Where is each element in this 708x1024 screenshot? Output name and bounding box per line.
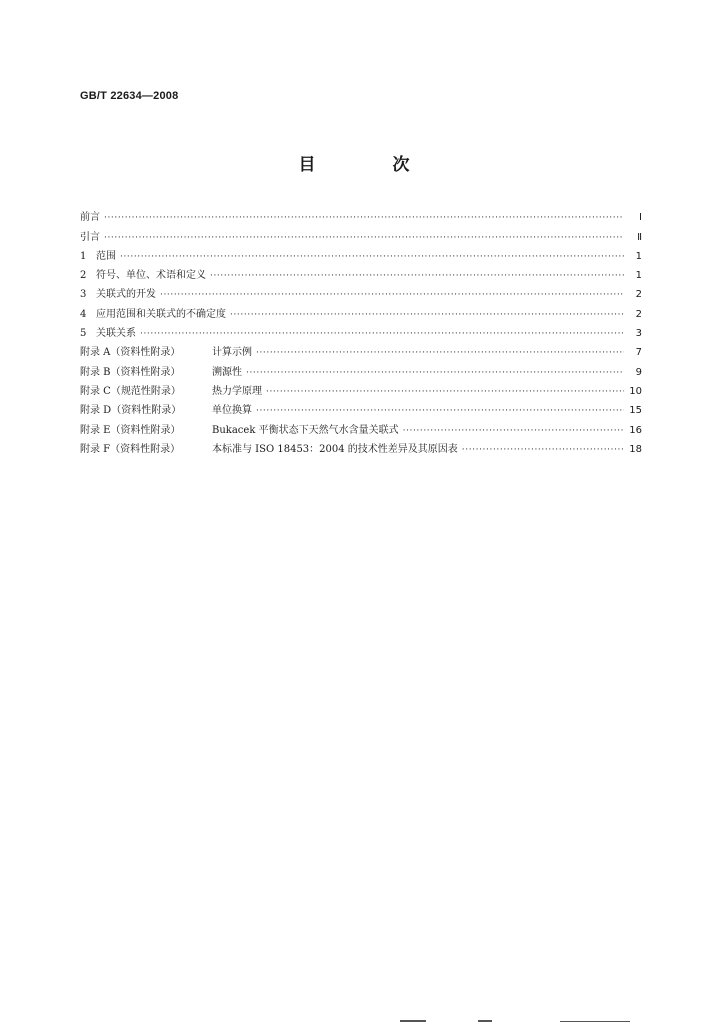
- toc-entry-page: 1: [635, 270, 642, 282]
- toc-entry-title: 符号、单位、术语和定义: [96, 270, 206, 282]
- toc-entry-page: 7: [635, 347, 642, 359]
- toc-entry-label: [80, 404, 256, 418]
- toc-entry-appendix: 附录 B（资料性附录）: [80, 366, 181, 378]
- toc-entry[interactable]: [80, 225, 642, 244]
- toc-entry-number: 1: [80, 250, 87, 262]
- standard-code: GB/T 22634—2008: [80, 90, 179, 102]
- toc-entry-page: 15: [629, 405, 642, 417]
- toc-entry-title: Bukacek 平衡状态下天然气水含量关联式: [212, 424, 399, 436]
- toc-entry[interactable]: [80, 360, 642, 379]
- toc-entry-label: [80, 250, 120, 264]
- dot-leader: [104, 231, 624, 245]
- toc-entry-page: Ⅰ: [639, 212, 642, 224]
- toc-entry-label: [80, 443, 462, 457]
- toc-entry-page: 2: [635, 308, 642, 320]
- dot-leader: [246, 366, 624, 380]
- toc-entry-page: 16: [629, 424, 642, 436]
- toc-entry-appendix: 附录 E（资料性附录）: [80, 424, 181, 436]
- toc-entry-title: 范围: [96, 250, 116, 262]
- dot-leader: [256, 346, 624, 360]
- toc-entry-label: [80, 211, 104, 225]
- toc-entry-label: [80, 327, 140, 341]
- toc-entry-page: 18: [629, 443, 642, 455]
- toc-entry-label: [80, 308, 230, 322]
- toc-entry-label: [80, 269, 210, 283]
- toc-entry-number: 5: [80, 328, 87, 340]
- toc-entry[interactable]: [80, 264, 642, 283]
- toc-entry[interactable]: [80, 206, 642, 225]
- toc-entry-title: 关联关系: [96, 328, 136, 340]
- toc-entry-appendix: 附录 C（规范性附录）: [80, 385, 181, 397]
- toc-entry[interactable]: [80, 399, 642, 418]
- toc-entry-page: 2: [635, 289, 642, 301]
- toc-entry[interactable]: [80, 245, 642, 264]
- toc-entry-number: 4: [80, 308, 87, 320]
- dot-leader: [256, 404, 624, 418]
- toc-entry-title: 单位换算: [212, 405, 252, 417]
- toc-entry-page: Ⅱ: [637, 231, 642, 243]
- toc-entry[interactable]: [80, 302, 642, 321]
- dot-leader: [403, 424, 624, 438]
- toc-entry-title: 本标准与 ISO 18453：2004 的技术性差异及其原因表: [212, 443, 458, 455]
- table-of-contents: [80, 206, 642, 457]
- toc-entry[interactable]: [80, 341, 642, 360]
- dot-leader: [210, 269, 624, 283]
- toc-entry-label: [80, 288, 160, 302]
- toc-entry-title: 引言: [80, 231, 100, 243]
- toc-entry-label: [80, 424, 403, 438]
- toc-entry-number: 3: [80, 289, 87, 301]
- toc-entry-appendix: 附录 D（资料性附录）: [80, 405, 182, 417]
- toc-entry-page: 3: [635, 328, 642, 340]
- toc-entry-appendix: 附录 F（资料性附录）: [80, 443, 181, 455]
- toc-entry[interactable]: [80, 418, 642, 437]
- toc-entry-page: 9: [635, 366, 642, 378]
- scan-artifact: [478, 1020, 492, 1022]
- page-title: 目 次: [298, 155, 440, 175]
- toc-entry-title: 前言: [80, 212, 100, 224]
- toc-entry-label: [80, 231, 104, 245]
- toc-entry-title: 关联式的开发: [96, 289, 156, 301]
- toc-entry-title: 计算示例: [212, 347, 252, 359]
- toc-entry[interactable]: [80, 283, 642, 302]
- toc-entry[interactable]: [80, 438, 642, 457]
- dot-leader: [140, 327, 624, 341]
- toc-entry-number: 2: [80, 270, 87, 282]
- toc-entry-label: [80, 385, 266, 399]
- dot-leader: [104, 211, 624, 225]
- dot-leader: [230, 308, 624, 322]
- toc-entry-title: 热力学原理: [212, 385, 262, 397]
- toc-entry-title: 应用范围和关联式的不确定度: [96, 308, 226, 320]
- toc-entry[interactable]: [80, 322, 642, 341]
- toc-entry-page: 10: [629, 385, 642, 397]
- toc-entry-label: [80, 366, 246, 380]
- scan-artifact: [560, 1021, 630, 1022]
- scan-artifact: [400, 1020, 426, 1022]
- toc-entry[interactable]: [80, 380, 642, 399]
- dot-leader: [266, 385, 624, 399]
- toc-entry-appendix: 附录 A（资料性附录）: [80, 347, 181, 359]
- dot-leader: [462, 443, 624, 457]
- toc-entry-label: [80, 346, 256, 360]
- dot-leader: [120, 250, 624, 264]
- dot-leader: [160, 288, 624, 302]
- toc-entry-title: 溯源性: [212, 366, 242, 378]
- toc-entry-page: 1: [635, 250, 642, 262]
